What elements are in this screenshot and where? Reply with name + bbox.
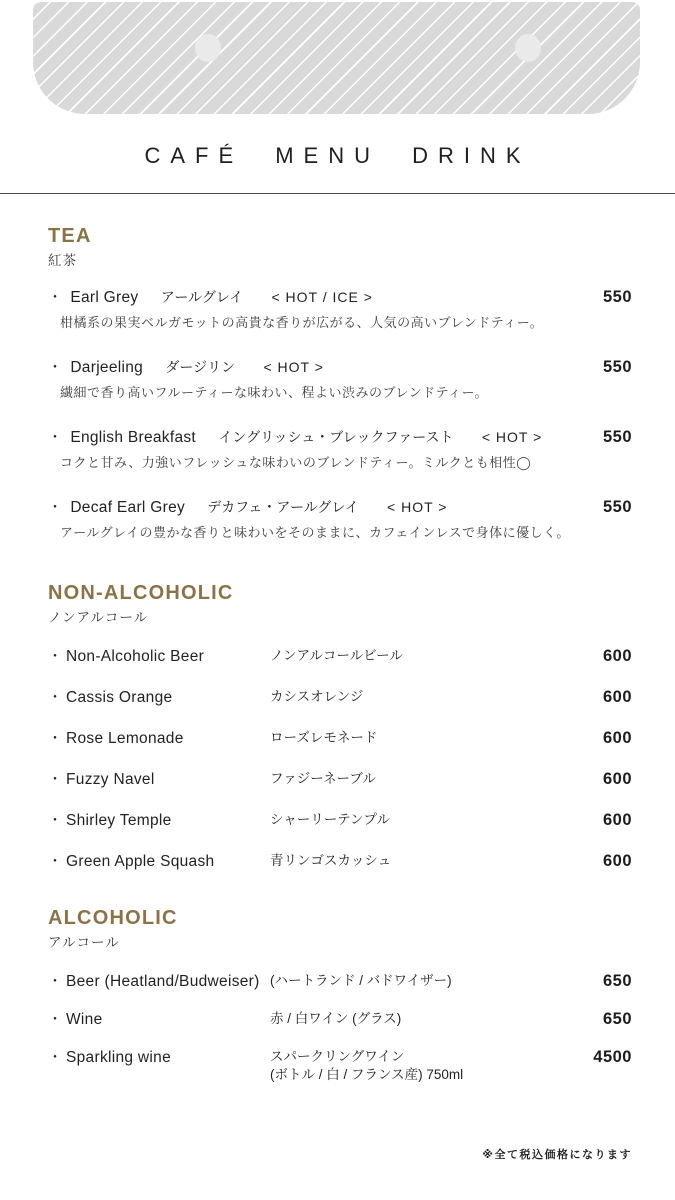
item-name-jp: イングリッシュ・ブレックファースト (218, 429, 454, 445)
item-serve-option: < HOT > (481, 429, 543, 445)
item-name-jp-detail: (ボトル / 白 / フランス産) 750ml (270, 1067, 464, 1082)
item-name-en: Shirley Temple (66, 812, 172, 829)
section-alcoholic (48, 906, 632, 1083)
non-alcoholic-items (48, 646, 632, 872)
item-name-en: Beer (Heatland/Budweiser) (66, 973, 260, 990)
item-description: 柑橘系の果実ベルガモットの高貴な香りが広がる、人気の高いブレンドティー。 (60, 315, 544, 330)
item-price: 600 (602, 811, 632, 829)
menu-item-non-alcoholic-beer (48, 646, 632, 667)
item-description: コクと甘み、力強いフレッシュな味わいのブレンドティー。ミルクとも相性◯ (60, 455, 532, 470)
sign-hole-right (515, 34, 541, 62)
menu-item-sparkling-wine (48, 1047, 632, 1083)
bullet-icon: ・ (48, 973, 62, 989)
bullet-icon: ・ (48, 730, 62, 746)
item-price: 650 (602, 1010, 632, 1028)
item-name-jp: スパークリングワイン (270, 1049, 405, 1064)
item-name-en: Green Apple Squash (66, 853, 215, 870)
bullet-icon: ・ (48, 853, 62, 869)
item-name-en: Non-Alcoholic Beer (66, 648, 205, 665)
sign-hole-left (195, 34, 221, 62)
item-price: 600 (602, 770, 632, 788)
page-title: CAFÉ MENU DRINK (144, 143, 531, 168)
item-line (48, 427, 632, 448)
item-name-jp: (ハートランド / バドワイザー) (270, 973, 452, 988)
alcoholic-items (48, 971, 632, 1083)
menu-item-fuzzy-navel (48, 769, 632, 790)
menu-item-shirley-temple (48, 810, 632, 831)
bullet-icon: ・ (48, 289, 62, 305)
item-price: 550 (602, 358, 632, 376)
item-name-en: English Breakfast (70, 429, 197, 446)
title-divider (0, 193, 675, 194)
menu-item-cassis-orange (48, 687, 632, 708)
item-name-jp: 赤 / 白ワイン (グラス) (270, 1011, 402, 1026)
menu-item-earl-grey (48, 287, 632, 331)
item-serve-option: < HOT > (387, 499, 448, 515)
item-name-en: Sparkling wine (66, 1049, 172, 1066)
item-name-en: Rose Lemonade (66, 730, 184, 747)
tea-items (48, 287, 632, 541)
item-line (48, 287, 632, 308)
hanging-sign-banner (33, 2, 640, 114)
item-price: 600 (602, 688, 632, 706)
item-price: 4500 (593, 1048, 632, 1066)
bullet-icon: ・ (48, 1049, 62, 1065)
item-description: アールグレイの豊かな香りと味わいをそのままに、カフェインレスで身体に優しく。 (60, 525, 570, 540)
item-name-jp: アールグレイ (160, 289, 244, 305)
item-price: 600 (602, 729, 632, 747)
section-title-non-alcoholic: NON-ALCOHOLIC (48, 582, 234, 604)
item-line (48, 357, 632, 378)
item-name-jp: ノンアルコールビール (270, 648, 403, 663)
item-price: 600 (602, 852, 632, 870)
item-name-en: Darjeeling (70, 359, 144, 376)
menu-item-rose-lemonade (48, 728, 632, 749)
item-name-en: Decaf Earl Grey (70, 499, 186, 516)
tax-included-note: ※全て税込価格になります (482, 1149, 632, 1161)
menu-item-darjeeling (48, 357, 632, 401)
bullet-icon: ・ (48, 359, 62, 375)
item-price: 550 (602, 288, 632, 306)
item-serve-option: < HOT > (263, 359, 324, 375)
item-name-jp: ファジーネーブル (270, 771, 376, 786)
item-name-en: Earl Grey (70, 289, 139, 306)
item-name-jp: カシスオレンジ (270, 689, 364, 704)
item-name-jp: シャーリーテンプル (270, 812, 391, 827)
item-name-jp: ダージリン (165, 359, 236, 375)
item-price: 550 (602, 498, 632, 516)
menu-item-beer (48, 971, 632, 992)
bullet-icon: ・ (48, 771, 62, 787)
item-price: 650 (602, 972, 632, 990)
bullet-icon: ・ (48, 429, 62, 445)
bullet-icon: ・ (48, 648, 62, 664)
item-name-en: Fuzzy Navel (66, 771, 155, 788)
section-subtitle-alcoholic: アルコール (48, 935, 120, 950)
menu-item-wine (48, 1009, 632, 1030)
item-description: 繊細で香り高いフルーティーな味わい、程よい渋みのブレンドティー。 (60, 385, 489, 400)
menu-item-green-apple-squash (48, 851, 632, 872)
item-line (48, 497, 632, 518)
section-title-tea: TEA (48, 225, 92, 247)
item-name-jp: デカフェ・アールグレイ (207, 499, 359, 515)
menu-item-english-breakfast (48, 427, 632, 471)
item-serve-option: < HOT / ICE > (271, 289, 373, 305)
section-tea (48, 224, 632, 541)
bullet-icon: ・ (48, 812, 62, 828)
item-name-jp: ローズレモネード (270, 730, 378, 745)
item-name-en: Cassis Orange (66, 689, 173, 706)
section-non-alcoholic (48, 581, 632, 872)
menu-item-decaf-earl-grey (48, 497, 632, 541)
item-price: 550 (602, 428, 632, 446)
bullet-icon: ・ (48, 1011, 62, 1027)
section-subtitle-non-alcoholic: ノンアルコール (48, 610, 149, 625)
menu-content (48, 224, 632, 1100)
item-name-en: Wine (66, 1011, 103, 1028)
item-price: 600 (602, 647, 632, 665)
section-title-alcoholic: ALCOHOLIC (48, 907, 178, 929)
item-name-jp: 青リンゴスカッシュ (270, 853, 392, 868)
bullet-icon: ・ (48, 689, 62, 705)
bullet-icon: ・ (48, 499, 62, 515)
section-subtitle-tea: 紅茶 (48, 253, 77, 268)
